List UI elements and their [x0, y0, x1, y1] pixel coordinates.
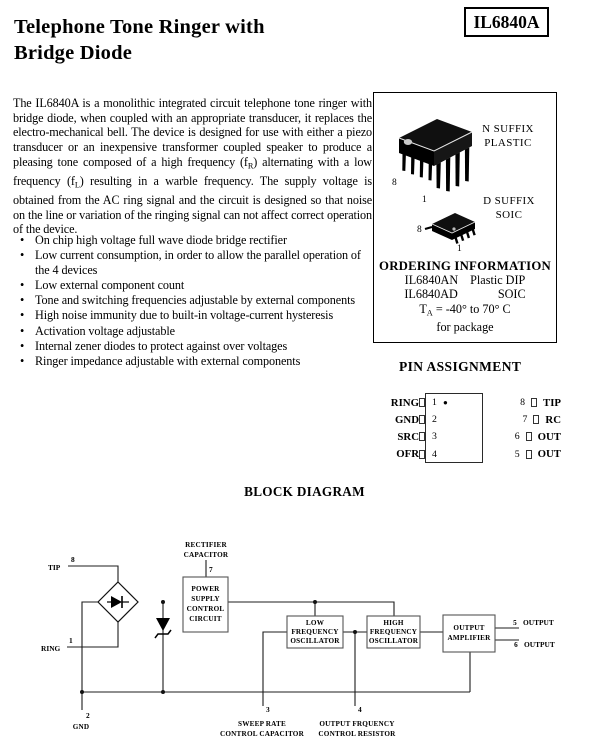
description-paragraph: The IL6840A is a monolithic integrated circuit telephone tone ringer with bridge diode, when coupled with an appropriate transducer, it replaces the electro-mechanical bell. The device is designed for use with either a piezo transducer or an inexpensive transformer coupled speaker to produce a pleasing tone composed of a high frequency $(f_R)$ alternating with a low frequency $(f_L)$ resulting in a warble frequency. The supply voltage is obtained from the AC ring signal and the circuit is designed so that noise on the line or variation of the ringing signal can not affect correct operation of the device. — [13, 96, 372, 237]
dip-package-drawing — [392, 119, 472, 205]
dip-pin1-label: 1 — [422, 195, 427, 205]
soic-package-drawing — [417, 213, 475, 254]
rectifier-capacitor-label: RECTIFIER — [185, 541, 227, 549]
pin4-label: 4 — [358, 705, 362, 714]
feature-text: Ringer impedance adjustable with external components — [35, 353, 301, 368]
output5-label: OUTPUT — [523, 618, 554, 627]
feature-item — [13, 354, 373, 369]
pin-assignment-heading: PIN ASSIGNMENT — [399, 359, 522, 374]
pin7-label: 7 — [209, 565, 213, 574]
pin-assignment-diagram — [381, 389, 561, 467]
feature-text: On chip high voltage full wave diode bridge rectifier — [35, 233, 287, 247]
soic-package-type-label: SOIC — [495, 209, 523, 221]
ordering-row — [374, 273, 556, 287]
bullet-icon: • — [20, 353, 25, 368]
page-title-line2: Bridge Diode — [14, 42, 132, 64]
svg-text:CAPACITOR: CAPACITOR — [183, 551, 229, 559]
lfo-label: LOW — [305, 619, 325, 627]
feature-text: High noise immunity due to built-in voltage-current hysteresis — [35, 308, 334, 323]
feature-item — [13, 308, 373, 323]
package-type: Plastic DIP — [470, 273, 526, 288]
pin-row — [381, 446, 561, 463]
bullet-icon: • — [20, 233, 25, 247]
pin-pad-icon — [419, 432, 425, 441]
bridge-rectifier-symbol — [98, 582, 138, 622]
svg-text:OSCILLATOR: OSCILLATOR — [368, 637, 419, 645]
bullet-icon: • — [20, 278, 25, 293]
pin-right-label: RC — [545, 413, 561, 426]
pin-left-number: 1 — [432, 397, 437, 409]
ordering-note: for package — [436, 320, 494, 335]
dip-pin1-dimple — [404, 139, 412, 145]
sweep-rate-label: SWEEP RATE — [238, 720, 286, 728]
feature-text: Internal zener diodes to protect against over voltages — [35, 338, 288, 353]
svg-text:CONTROL RESISTOR: CONTROL RESISTOR — [318, 730, 396, 738]
feature-item — [13, 248, 373, 278]
pin-left-label: SRC — [397, 430, 419, 443]
block-diagram — [0, 510, 609, 745]
pin-pad-icon — [419, 415, 425, 424]
output6-pin-label: 6 — [514, 641, 518, 649]
dip-package-type-label: PLASTIC — [484, 137, 532, 149]
features-list — [13, 233, 373, 369]
pin-left-number: 3 — [432, 431, 437, 443]
feature-item — [13, 278, 373, 293]
pin-right-label: OUT — [537, 430, 561, 443]
pin2-label: 2 — [86, 711, 90, 720]
pin-right-number: 5 — [514, 448, 520, 460]
pin-rows — [381, 394, 561, 463]
temperature-range: $T_A = -40^\circ$ to 70° C — [419, 301, 511, 317]
output-frequency-label: OUTPUT FRQUENCY — [319, 720, 395, 728]
tip-label: TIP — [48, 563, 61, 572]
svg-text:AMPLIFIER: AMPLIFIER — [447, 634, 491, 642]
feature-item — [13, 324, 373, 339]
svg-text:FREQUENCY: FREQUENCY — [291, 628, 339, 636]
page-title-line1: Telephone Tone Ringer with — [14, 16, 265, 38]
pin1-dot-icon: ● — [443, 398, 448, 408]
svg-text:CIRCUIT: CIRCUIT — [189, 615, 222, 623]
part-number: IL6840AD — [404, 287, 458, 302]
feature-item — [13, 339, 373, 354]
svg-text:FREQUENCY: FREQUENCY — [369, 628, 418, 636]
pin-left-label: GND — [395, 413, 419, 426]
package-drawings — [374, 93, 558, 257]
feature-text: Tone and switching frequencies adjustable by external components — [35, 293, 356, 308]
output5-pin-label: 5 — [513, 619, 517, 627]
ordering-information — [374, 259, 556, 334]
feature-text: Low current consumption, in order to allow the parallel operation of the 4 devices — [35, 248, 361, 278]
soic-pin1-label: 1 — [457, 244, 462, 254]
pin3-label: 3 — [266, 705, 270, 714]
pin-right-label: TIP — [543, 396, 561, 409]
bullet-icon: • — [20, 323, 25, 338]
block-diagram-heading: BLOCK DIAGRAM — [244, 484, 365, 499]
bullet-icon: • — [20, 248, 25, 263]
soic-suffix-label: D SUFFIX — [483, 195, 535, 207]
svg-text:CONTROL: CONTROL — [186, 605, 225, 613]
dip-pin8-label: 8 — [392, 178, 397, 188]
pin-pad-icon — [419, 398, 425, 407]
pin-right-number: 7 — [522, 414, 528, 426]
ordering-heading: ORDERING INFORMATION — [379, 259, 551, 273]
gnd-label: GND — [72, 723, 90, 731]
soic-pin8-label: 8 — [417, 225, 422, 235]
bullet-icon: • — [20, 293, 25, 308]
part-number-badge: IL6840A — [464, 7, 549, 37]
pin-right-label: OUT — [537, 448, 561, 461]
pin8-label: 8 — [71, 555, 75, 564]
pin-left-number: 4 — [432, 448, 437, 460]
feature-item — [13, 293, 373, 308]
amp-label: OUTPUT — [453, 624, 485, 632]
package-ordering-box — [373, 92, 557, 343]
svg-text:CONTROL CAPACITOR: CONTROL CAPACITOR — [219, 730, 305, 738]
pin-left-number: 2 — [432, 414, 437, 426]
dip-suffix-label: N SUFFIX — [482, 123, 534, 135]
package-type: SOIC — [497, 287, 526, 302]
feature-item — [13, 233, 373, 248]
pin1-label: 1 — [69, 636, 73, 645]
pin-row — [381, 411, 561, 428]
pin-row — [381, 394, 561, 411]
pin-right-number: 8 — [520, 397, 525, 409]
part-number: IL6840AN — [404, 273, 459, 288]
svg-text:OSCILLATOR: OSCILLATOR — [290, 637, 340, 645]
bullet-icon: • — [20, 338, 25, 353]
pin-left-label: RING — [390, 396, 419, 409]
pin-row — [381, 428, 561, 445]
pin-right-number: 6 — [514, 431, 520, 443]
page-title — [14, 14, 265, 66]
output6-label: OUTPUT — [524, 640, 555, 649]
feature-text: Low external component count — [35, 278, 185, 293]
ordering-row — [374, 287, 556, 301]
pin-left-label: OFR — [396, 448, 419, 461]
power-supply-label: POWER — [191, 585, 220, 593]
ring-label: RING — [41, 644, 61, 653]
svg-text:SUPPLY: SUPPLY — [191, 595, 220, 603]
feature-text: Activation voltage adjustable — [35, 323, 175, 338]
pin-pad-icon — [419, 450, 425, 459]
bullet-icon: • — [20, 308, 25, 323]
hfo-label: HIGH — [383, 619, 404, 627]
